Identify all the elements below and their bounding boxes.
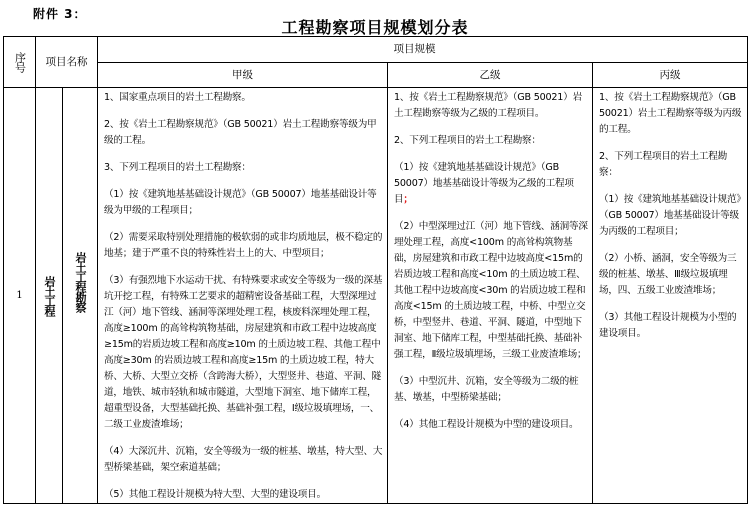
grade-c-item-2-2: （2）小桥、涵洞，安全等级为三级的桩基、墩基、Ⅲ级垃圾填埋场，四、五级工业废渣堆场；	[599, 253, 737, 296]
row-subcategory	[63, 88, 98, 504]
header-grade-c	[593, 63, 748, 88]
grade-c-item-2-1: （1）按《建筑地基基础设计规范》（GB 50007）地基基础设计等级为丙级的工程项目；	[599, 194, 742, 237]
header-seq-label: 序号	[13, 52, 27, 72]
grade-a-item-3-1: （1）按《建筑地基基础设计规范》（GB 50007）地基基础设计等级为甲级的工程项目；	[104, 189, 377, 216]
grade-a-item-3-5: （5）其他工程设计规模为特大型、大型的建设项目。	[104, 489, 326, 500]
header-project-scale	[98, 37, 748, 63]
row-subcategory-label: 岩土工程勘察	[74, 251, 87, 312]
grade-a-criteria	[98, 88, 388, 504]
header-project-name	[36, 37, 98, 88]
row-category-label: 岩土工程	[43, 275, 56, 316]
grade-a-item-3-3: （3）有强烈地下水运动干扰、有特殊要求或安全等级为一级的深基坑开挖工程，有特殊工艺要求的超精密设备基础工程，大型深埋过江（河）地下管线、涵洞等深埋处理工程，核废料深埋处理工程，高度≥100m 的高耸构筑物基础，房屋建筑和市政工程中边坡高度≥15m的岩质边坡工程和高度≥10m 的土质边坡工程、其他工程中高度≥30m 的岩质边坡工程和高度≥15m 的土质边坡工程，特大桥、大桥、大型立交桥（含跨海大桥），大型竖井、巷道、平洞、隧道，地铁、城市轻轨和城市隧道，大型地下洞室、地下储库工程，超重型设备，大型基础托换、基础补强工程，Ⅰ级垃圾填埋场，一、二级工业废渣堆场；	[104, 275, 383, 430]
grade-b-item-2-4: （4）其他工程设计规模为中型的建设项目。	[394, 419, 579, 430]
header-grade-a-label: 甲级	[232, 68, 253, 81]
grade-b-criteria	[388, 88, 593, 504]
grade-a-item-3-2: （2）需要采取特别处理措施的极软弱的或非均质地层，极不稳定的地基；建于严重不良的特殊性岩土上的大、中型项目；	[104, 232, 383, 259]
header-grade-c-label: 丙级	[659, 68, 681, 81]
table-row	[4, 88, 748, 504]
project-scale-table	[3, 36, 748, 504]
row-seq: 1	[4, 88, 36, 504]
grade-b-item-2: 2、下列工程项目的岩土工程勘察：	[394, 135, 541, 146]
grade-a-item-3: 3、下列工程项目的岩土工程勘察：	[104, 162, 251, 173]
header-project-name-label: 项目名称	[45, 55, 88, 68]
header-project-scale-label: 项目规模	[393, 43, 436, 55]
red-mark: ；	[403, 194, 413, 205]
grade-a-item-1: 1、国家重点项目的岩土工程勘察。	[104, 92, 251, 103]
grade-c-item-1: 1、按《岩土工程勘察规范》（GB 50021）岩土工程勘察等级为丙级的工程。	[599, 92, 742, 135]
document-title: 工程勘察项目规模划分表	[281, 18, 469, 37]
row-category	[36, 88, 63, 504]
grade-b-item-2-3: （3）中型沉井、沉箱，安全等级为二级的桩基、墩基，中型桥梁基础；	[394, 376, 579, 403]
grade-b-item-2-2: （2）中型深埋过江（河）地下管线、涵洞等深埋处理工程，高度<100m 的高耸构筑物基础，房屋建筑和市政工程中边坡高度<15m的岩质边坡工程和高度<10m 的土质边坡工程、其他工程中边坡高度<30m 的岩质边坡工程和高度<15m 的土质边坡工程，中桥、中型立交桥，中型竖井、巷道、平洞、隧道，中型地下洞室、地下储库工程，中型基础托换、基础补强工程，Ⅱ级垃圾填埋场，三级工业废渣堆场；	[394, 221, 588, 360]
grade-a-item-2: 2、按《岩土工程勘察规范》（GB 50021）岩土工程勘察等级为甲级的工程。	[104, 119, 377, 146]
grade-b-item-1: 1、按《岩土工程勘察规范》（GB 50021）岩土工程勘察等级为乙级的工程项目。	[394, 92, 582, 119]
grade-b-item-2-1	[394, 160, 588, 208]
header-grade-a	[98, 63, 388, 88]
header-grade-b	[388, 63, 593, 88]
grade-c-criteria	[593, 88, 748, 504]
header-seq	[4, 37, 36, 88]
grade-a-item-3-4: （4）大深沉井、沉箱，安全等级为一级的桩基、墩基，特大型、大型桥梁基础，架空索道基础；	[104, 446, 383, 473]
grade-c-item-2-3: （3）其他工程设计规模为小型的建设项目。	[599, 312, 737, 339]
grade-b-item-2-1-text: （1）按《建筑地基基础设计规范》（GB 50007）地基基础设计等级为乙级的工程项目	[394, 162, 574, 205]
grade-c-item-2: 2、下列工程项目的岩土工程勘察：	[599, 151, 728, 178]
attachment-label: 附件 3：	[33, 7, 87, 21]
header-grade-b-label: 乙级	[479, 68, 501, 81]
